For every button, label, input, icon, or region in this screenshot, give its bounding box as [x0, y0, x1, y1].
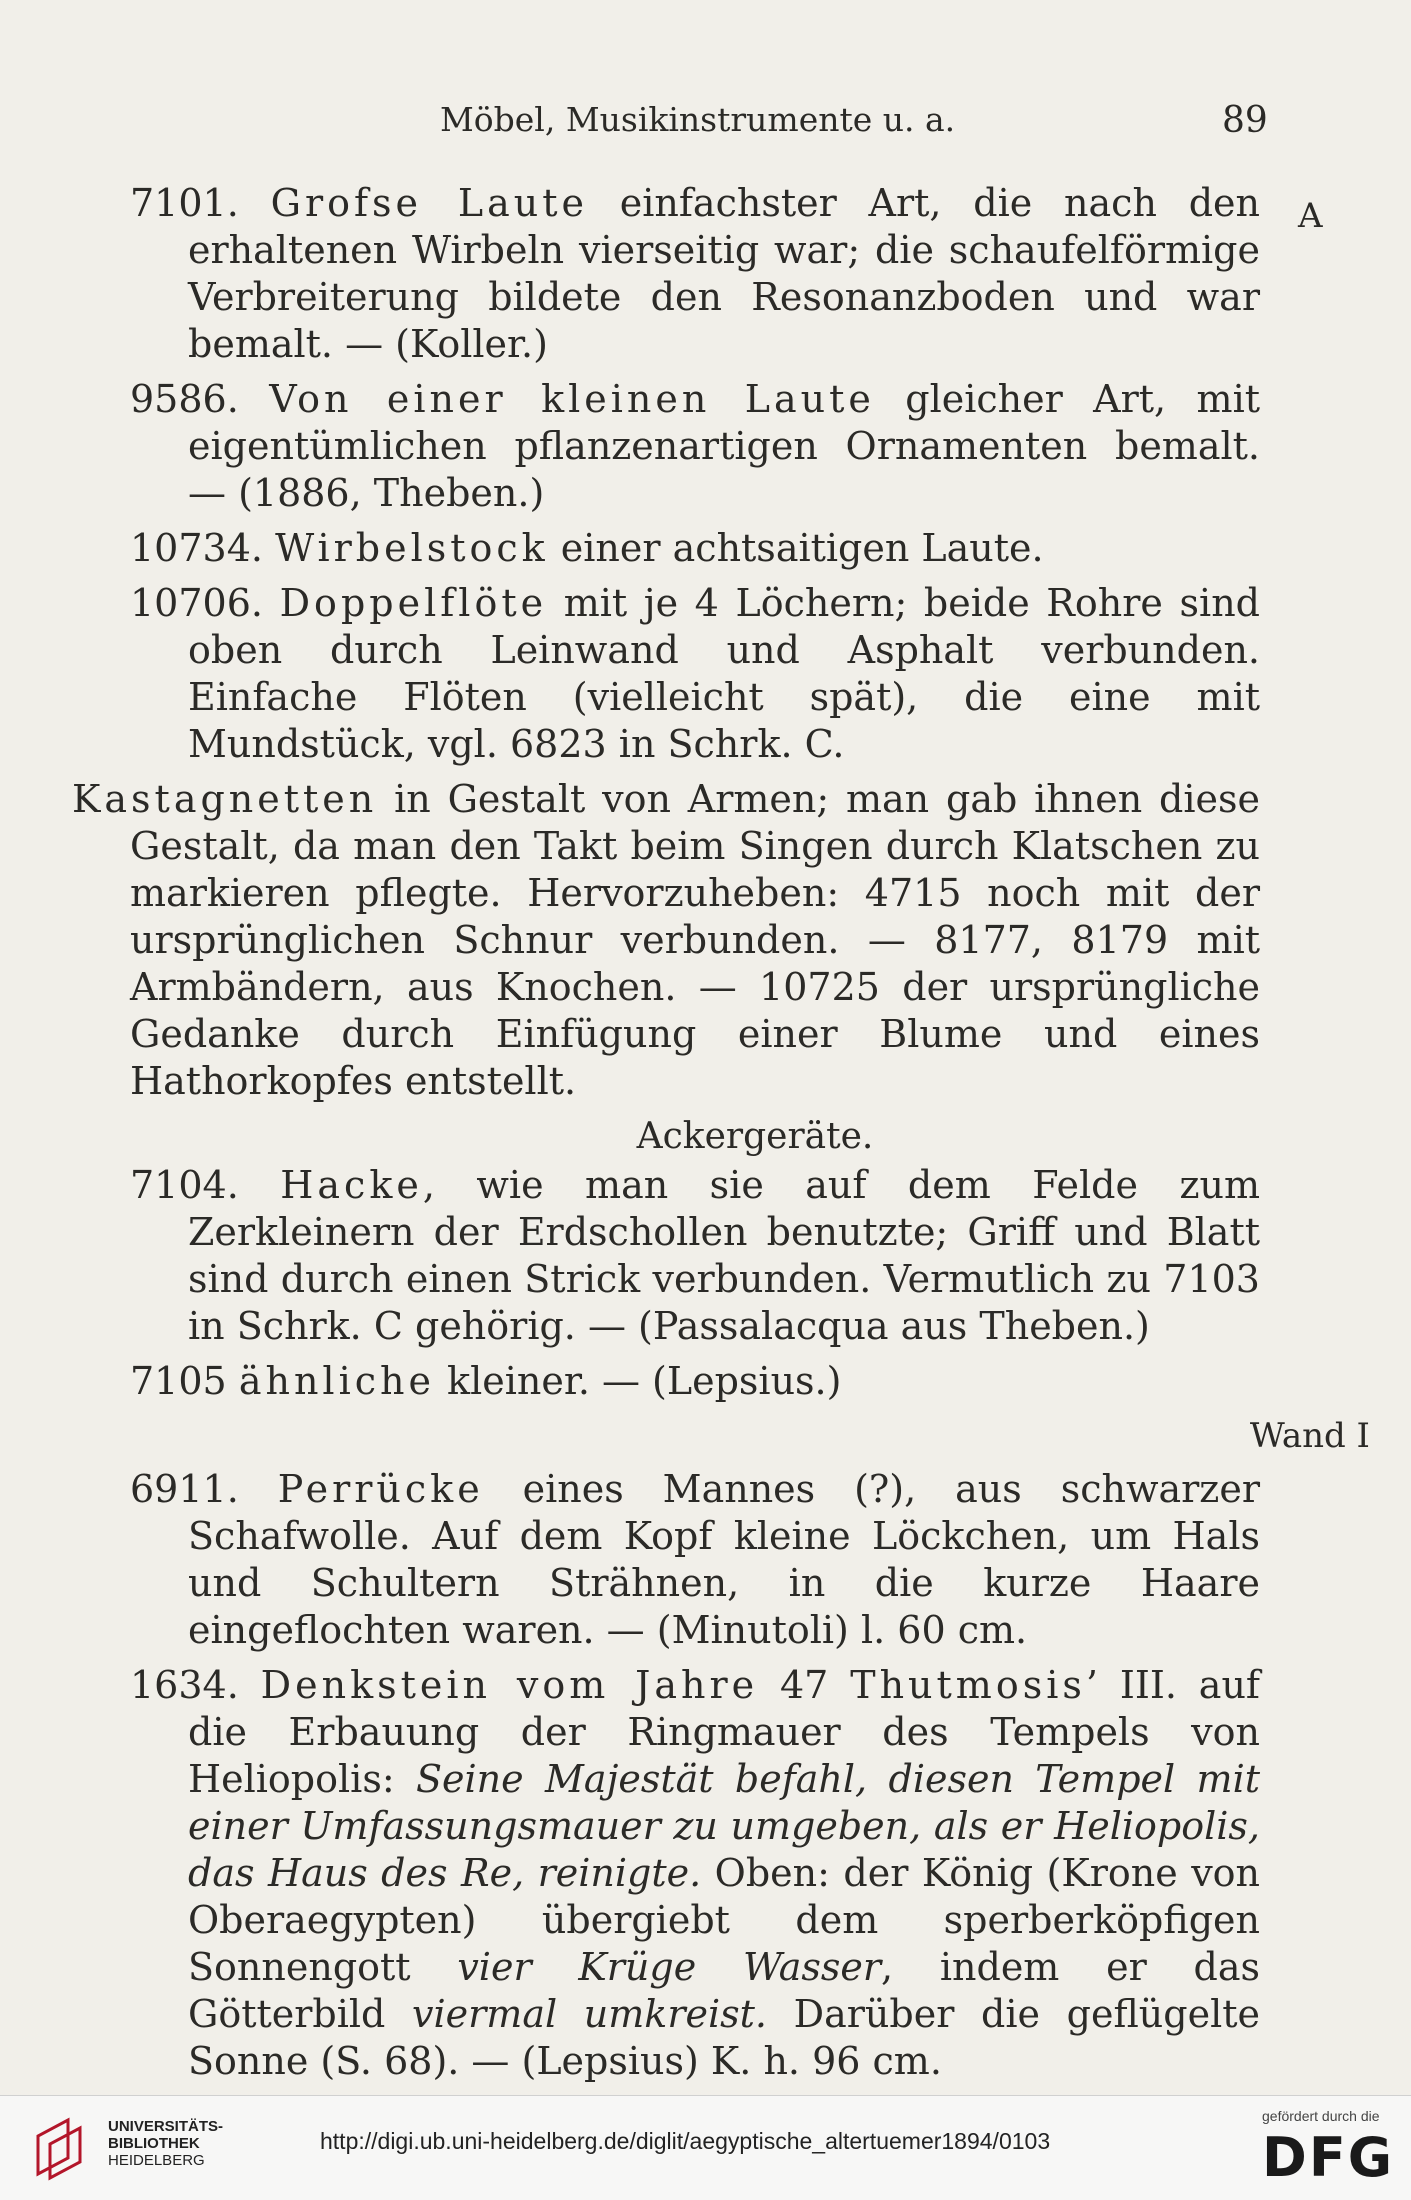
entry-text: einfachster Art, die nach den erhaltenen Wirbeln vierseitig war; die schaufelförmige Verbreiterung bildete den Resonanzboden und war bemalt. — (Koller.) [188, 181, 1260, 366]
entry-lead: Perrücke [277, 1467, 484, 1511]
entry-lead-b: Thutmosis [850, 1663, 1086, 1707]
dfg-logo: DFG [1262, 2126, 1395, 2189]
entry-lead: Kastagnetten [72, 777, 378, 821]
library-name-line: BIBLIOTHEK [108, 2135, 200, 2152]
entry-text: in Gestalt von Armen; man gab ihnen diese Gestalt, da man den Takt beim Singen durch Klatschen zu markieren pflegte. Hervorzuheben: 4715 noch mit der ursprünglichen Schnur verbunden. — 8177, 8179 mit Armbändern, aus Knochen. — 10725 der ursprüngliche Gedanke durch Einfügung einer Blume und eines Hathorkopfes entstellt. [130, 777, 1260, 1103]
entry-lead: ähnliche [238, 1359, 435, 1403]
entry-text: 47 [758, 1663, 851, 1707]
catalog-entry [130, 180, 1260, 368]
entry-lead: Denkstein vom Jahre [260, 1663, 759, 1707]
entry-text: gleicher Art, mit eigentümlichen pflanzenartigen Ornamenten bemalt. — (1886, Theben.) [188, 377, 1260, 515]
catalog-entry [130, 376, 1260, 517]
entry-number: 10706. [130, 581, 263, 625]
entry-number: 10734. [130, 526, 263, 570]
entry-text: kleiner. — (Lepsius.) [434, 1359, 842, 1403]
entry-number: 9586. [130, 377, 239, 421]
entry-text: ’ III. auf die Erbauung der Ringmauer des Tempels von Heliopolis: [188, 1663, 1260, 1801]
entry-text: einer achtsaitigen Laute. [548, 526, 1044, 570]
entry-lead: Doppelflöte [279, 581, 548, 625]
page-number: 89 [1222, 100, 1268, 141]
digitization-footer [0, 2095, 1411, 2200]
running-title: Möbel, Musikinstrumente u. a. [440, 100, 956, 139]
library-name [108, 2118, 223, 2169]
catalog-entry [130, 580, 1260, 768]
entry-number: 7101. [130, 181, 239, 225]
catalog-entry [130, 525, 1260, 572]
margin-mark-wand: Wand I [1249, 1416, 1370, 1456]
source-url-link[interactable]: http://digi.ub.uni-heidelberg.de/diglit/aegyptische_altertuemer1894/0103 [320, 2128, 1051, 2154]
inscription-translation: Seine Majestät befahl, diesen Tempel mit einer Umfassungsmauer zu umgeben, als er Heliopolis, das Haus des Re, reinigte. [188, 1757, 1260, 1895]
entry-lead: Grofse Laute [270, 181, 588, 225]
inscription-phrase: vier Krüge Wasser [457, 1945, 882, 1989]
library-name-line: UNIVERSITÄTS- [108, 2118, 224, 2135]
entry-lead: Von einer kleinen Laute [269, 377, 875, 421]
catalog-entry [130, 1466, 1260, 1654]
running-head [0, 100, 1411, 160]
page-body [72, 180, 1370, 2093]
entry-text: , indem er das Götterbild [188, 1945, 1260, 2036]
entry-text: Oben: der König (Krone von Oberaegypten) übergiebt dem sperberköpfigen Sonnengott [188, 1851, 1261, 1989]
entry-text: eines Mannes (?), aus schwarzer Schafwolle. Auf dem Kopf kleine Löckchen, um Hals und Schultern Strähnen, in die kurze Haare eingeflochten waren. — (Minutoli) l. 60 cm. [188, 1467, 1260, 1652]
entry-lead: Hacke [280, 1163, 423, 1207]
entry-number: 6911. [130, 1467, 239, 1511]
entry-number: 7105 [130, 1359, 227, 1403]
entry-text: mit je 4 Löchern; beide Rohre sind oben durch Leinwand und Asphalt verbunden. Einfache Flöten (vielleicht spät), die eine mit Mundstück, vgl. 6823 in Schrk. C. [188, 581, 1260, 766]
catalog-entry-denkstein [130, 1662, 1260, 2085]
funding-caption: gefördert durch die [1262, 2108, 1380, 2124]
entry-text: Darüber die geflügelte Sonne (S. 68). — (Lepsius) K. h. 96 cm. [188, 1992, 1260, 2083]
entry-number: 7104. [130, 1163, 239, 1207]
library-name-line: HEIDELBERG [108, 2152, 205, 2169]
library-logo-icon [28, 2114, 98, 2184]
catalog-entry [130, 1162, 1260, 1350]
entry-number: 1634. [130, 1663, 239, 1707]
section-heading: Ackergeräte. [636, 1116, 874, 1157]
entry-text: , wie man sie auf dem Felde zum Zerkleinern der Erdschollen benutzte; Griff und Blatt sind durch einen Strick verbunden. Vermutlich zu 7103 in Schrk. C gehörig. — (Passalacqua aus Theben.) [188, 1163, 1260, 1348]
inscription-phrase: viermal umkreist. [412, 1992, 767, 2036]
catalog-entry [130, 1358, 1260, 1405]
catalog-entry [72, 776, 1260, 1105]
margin-mark-a: A [1298, 196, 1323, 236]
entry-lead: Wirbelstock [275, 526, 549, 570]
